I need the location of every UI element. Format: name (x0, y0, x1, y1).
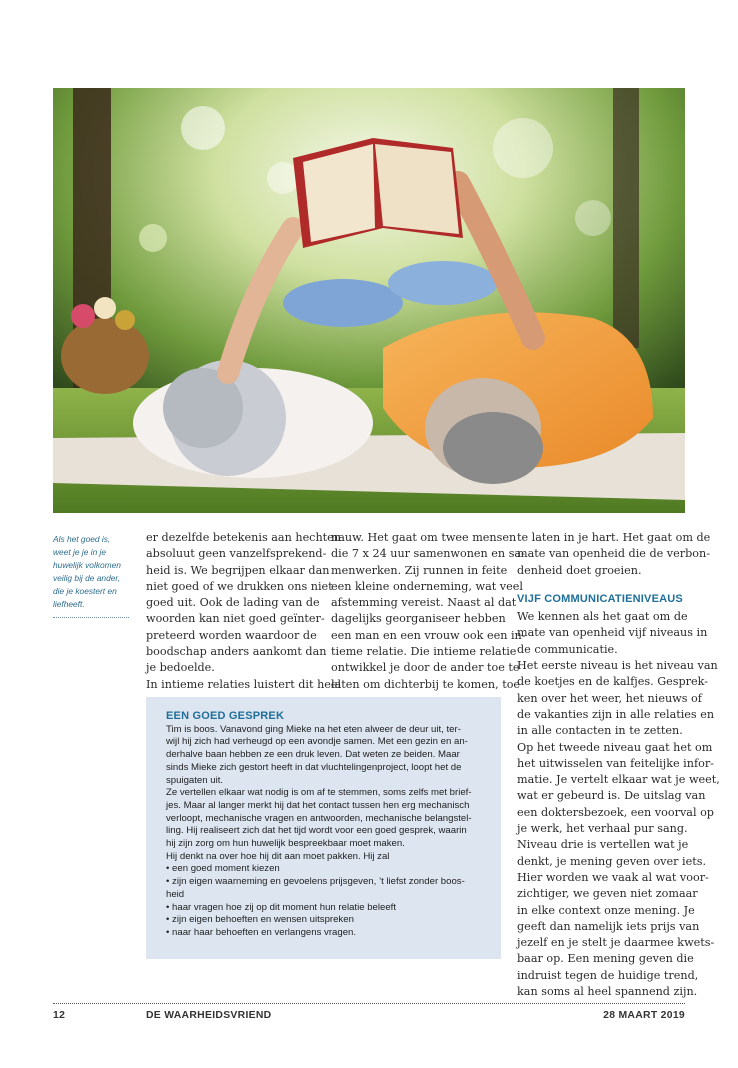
body-line: er dezelfde betekenis aan hechten (146, 531, 341, 544)
body-line: absoluut geen vanzelfsprekend- (146, 547, 327, 561)
body-line: zichtiger, we geven niet zomaar (517, 887, 698, 901)
body-line: in elke context onze mening. Je (517, 903, 695, 917)
body-line: ontwikkel je door de ander toe te (331, 661, 520, 675)
body-line: dagelijks georganiseer hebben (331, 612, 506, 626)
body-line: nauw. Het gaat om twee mensen (331, 531, 517, 544)
body-line: de vakanties zijn in alle relaties en (517, 707, 715, 721)
body-line: het uitwisselen van feitelijke infor- (517, 756, 714, 770)
caption-line: weet je je in je (53, 547, 107, 557)
body-line: een doktersbezoek, een voorval op (517, 805, 714, 819)
caption-line: veilig bij de ander, (53, 573, 121, 583)
box-line: jes. Maar al langer merkt hij dat het contact tussen hen erg mechanisch (166, 799, 470, 811)
magazine-name: DE WAARHEIDSVRIEND (146, 1010, 272, 1021)
body-line: goed uit. Ook de lading van de (146, 596, 320, 610)
box-bullet: • zijn eigen waarneming en gevoelens prijsgeven, ’t liefst zonder boos- (166, 876, 465, 888)
caption-line: liefheeft. (53, 599, 85, 609)
box-bullet: • een goed moment kiezen (166, 863, 280, 875)
body-line: Het eerste niveau is het niveau van (517, 659, 718, 673)
body-line: menwerken. Zij runnen in feite (331, 563, 508, 577)
body-line: heid is. We begrijpen elkaar dan (146, 563, 330, 577)
body-line: de communicatie. (517, 642, 618, 656)
box-line: hij zijn zorg om hun huwelijk bespreekbaar moet maken. (166, 838, 405, 850)
photo-caption (53, 533, 129, 618)
body-line: laten om dichterbij te komen, toe (331, 677, 521, 691)
body-line: je bedoelde. (146, 661, 215, 675)
body-line: een man en een vrouw ook een in- (331, 628, 526, 642)
box-title: EEN GOED GESPREK (166, 710, 285, 722)
body-line: denheid doet groeien. (517, 563, 642, 577)
box-bullet: • haar vragen hoe zij op dit moment hun relatie beleeft (166, 901, 397, 913)
body-line: indruist tegen de huidige trend, (517, 968, 699, 982)
box-bullet: • zijn eigen behoeften en wensen uitspreken (166, 914, 354, 926)
issue-date: 28 MAART 2019 (603, 1010, 685, 1021)
body-line: matie. Je vertelt elkaar wat je weet, (517, 773, 720, 787)
body-column-2 (331, 530, 526, 693)
box-bullet: • naar haar behoeften en verlangens vragen. (166, 926, 357, 938)
sidebar-box-good-conversation (146, 697, 501, 959)
box-line: sinds Mieke zich gestort heeft in dat vluchtelingenproject, loopt het de (166, 761, 462, 773)
body-line: Niveau drie is vertellen wat je (517, 838, 689, 852)
body-line: Hier worden we vaak al wat voor- (517, 870, 709, 884)
box-line: Hij denkt na over hoe hij dit aan moet pakken. Hij zal (166, 850, 390, 862)
body-line: jezelf en je stelt je daarmee kwets- (517, 936, 715, 950)
body-line: denkt, je mening geven over iets. (517, 854, 707, 868)
body-line: een kleine onderneming, wat veel (331, 579, 523, 593)
box-line: ling. Hij realiseert zich dat het tijd wordt voor een goed gesprek, waarin (166, 825, 467, 837)
body-column-1 (146, 530, 342, 693)
body-line: We kennen als het gaat om de (517, 610, 688, 624)
body-line: in alle contacten in te zetten. (517, 724, 683, 738)
body-line: Op het tweede niveau gaat het om (517, 740, 713, 754)
box-line: heid (166, 888, 185, 900)
footer-divider (53, 1003, 685, 1004)
body-line: afstemming vereist. Naast al dat (331, 596, 517, 610)
caption-line: die je koestert en (53, 586, 117, 596)
box-line: Tim is boos. Vanavond ging Mieke na het eten alweer de deur uit, ter- (166, 723, 461, 735)
body-line: baar op. Een mening geven die (517, 952, 694, 966)
body-line: te laten in je hart. Het gaat om de (517, 531, 711, 544)
body-line: kan soms al heel spannend zijn. (517, 985, 698, 999)
body-line: woorden kan niet goed geïnter- (146, 612, 325, 626)
caption-line: Als het goed is, (53, 534, 111, 544)
body-line: mate van openheid vijf niveaus in (517, 626, 708, 640)
body-line: wat er gebeurd is. De uitslag van (517, 789, 706, 803)
body-line: die 7 x 24 uur samenwonen en sa- (331, 547, 525, 561)
body-line: preteerd worden waardoor de (146, 628, 317, 642)
body-line: je werk, het verhaal pur sang. (517, 822, 688, 836)
box-line: Ze vertellen elkaar wat nodig is om af te stemmen, soms zelfs met brief- (166, 787, 472, 799)
body-line: In intieme relaties luistert dit heel (146, 677, 342, 691)
body-line: de koetjes en de kalfjes. Gesprek- (517, 675, 708, 689)
body-line: boodschap anders aankomt dan (146, 645, 327, 659)
box-line: derhalve baan hebben ze een druk leven. Dat weten ze beiden. Maar (166, 749, 460, 761)
box-line: spuigaten uit. (166, 774, 224, 786)
body-line: ken over het weer, het nieuws of (517, 691, 702, 705)
body-column-3 (517, 530, 720, 1000)
box-line: verloopt, mechanische vragen en antwoorden, mechanische belangstel- (166, 812, 472, 824)
body-line: tieme relatie. Die intieme relatie (331, 645, 517, 659)
body-line: niet goed of we drukken ons niet (146, 579, 333, 593)
caption-line: huwelijk volkomen (53, 560, 121, 570)
body-line: mate van openheid die de verbon- (517, 547, 710, 561)
page-number: 12 (53, 1010, 66, 1021)
couple-reading-photo (53, 88, 685, 513)
section-heading: VIJF COMMUNICATIENIVEAUS (517, 592, 683, 605)
box-line: wijl hij zich had verheugd op een avondje samen. Met een gezin en an- (166, 736, 468, 748)
body-line: geeft dan namelijk iets prijs van (517, 919, 700, 933)
